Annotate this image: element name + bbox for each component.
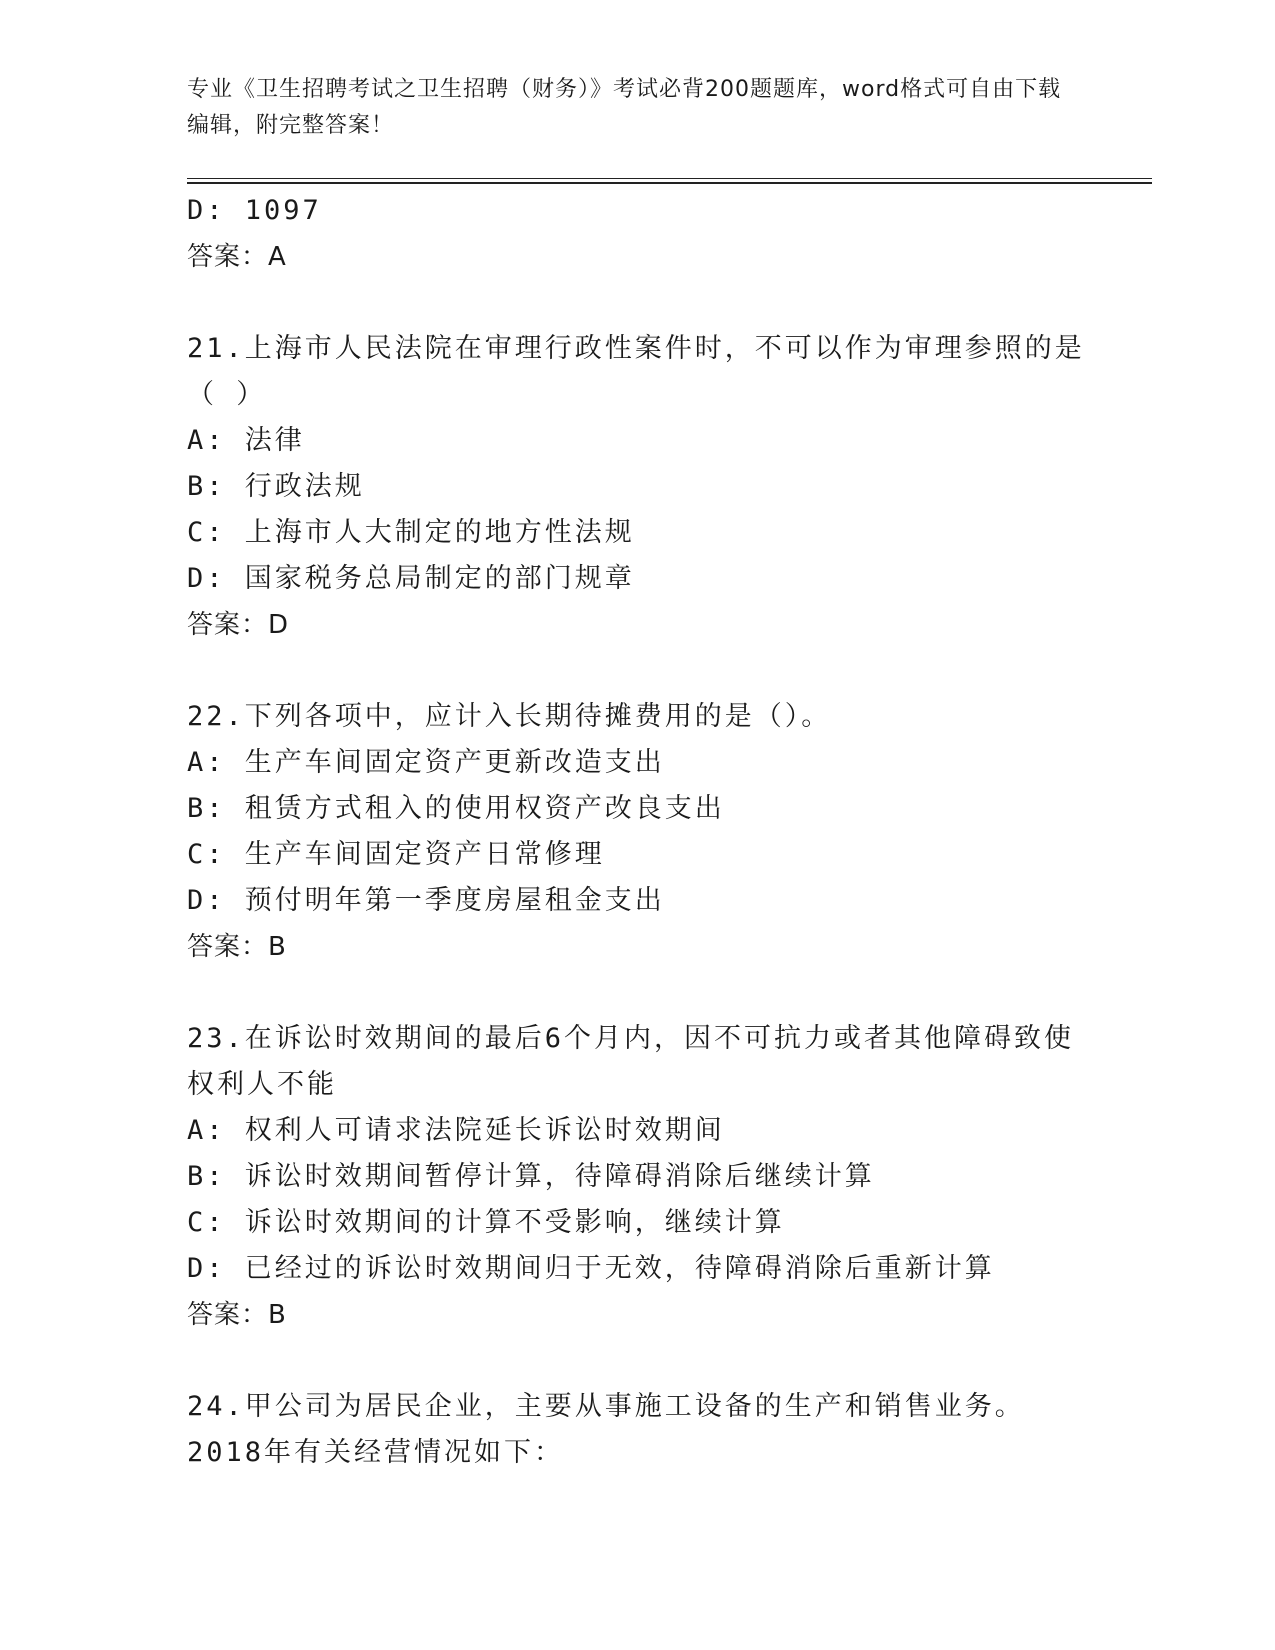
option-b: B: 诉讼时效期间暂停计算，待障碍消除后继续计算 xyxy=(187,1161,875,1192)
header-divider xyxy=(187,178,1152,179)
option-d: D: 1097 xyxy=(187,195,322,226)
answer: 答案：D xyxy=(187,610,290,640)
question-24-stem: 24.甲公司为居民企业，主要从事施工设备的生产和销售业务。2018年有关经营情况如下： xyxy=(187,1391,1025,1468)
header-divider-thick xyxy=(187,182,1152,184)
option-c: C: 生产车间固定资产日常修理 xyxy=(187,839,605,870)
option-a: A: 法律 xyxy=(187,425,305,456)
option-d: D: 已经过的诉讼时效期间归于无效，待障碍消除后重新计算 xyxy=(187,1253,995,1284)
question-22-stem: 22.下列各项中，应计入长期待摊费用的是（）。 xyxy=(187,701,832,732)
option-b: B: 行政法规 xyxy=(187,471,365,502)
option-d: D: 预付明年第一季度房屋租金支出 xyxy=(187,885,665,916)
spacer xyxy=(187,970,1087,1016)
option-c: C: 诉讼时效期间的计算不受影响，继续计算 xyxy=(187,1207,785,1238)
option-d: D: 国家税务总局制定的部门规章 xyxy=(187,563,635,594)
question-21-stem: 21.上海市人民法院在审理行政性案件时，不可以作为审理参照的是（ ） xyxy=(187,333,1085,410)
option-c: C: 上海市人大制定的地方性法规 xyxy=(187,517,635,548)
answer: 答案：B xyxy=(187,932,287,962)
answer: 答案：A xyxy=(187,242,287,272)
spacer xyxy=(187,1338,1087,1384)
option-a: A: 生产车间固定资产更新改造支出 xyxy=(187,747,665,778)
question-list xyxy=(187,188,1087,1476)
option-b: B: 租赁方式租入的使用权资产改良支出 xyxy=(187,793,725,824)
page-header: 专业《卫生招聘考试之卫生招聘（财务）》考试必背200题题库，word格式可自由下载编辑，附完整答案！ xyxy=(187,77,1062,138)
option-a: A: 权利人可请求法院延长诉讼时效期间 xyxy=(187,1115,725,1146)
answer: 答案：B xyxy=(187,1300,287,1330)
spacer xyxy=(187,280,1087,326)
spacer xyxy=(187,648,1087,694)
question-23-stem: 23.在诉讼时效期间的最后6个月内，因不可抗力或者其他障碍致使权利人不能 xyxy=(187,1023,1075,1100)
